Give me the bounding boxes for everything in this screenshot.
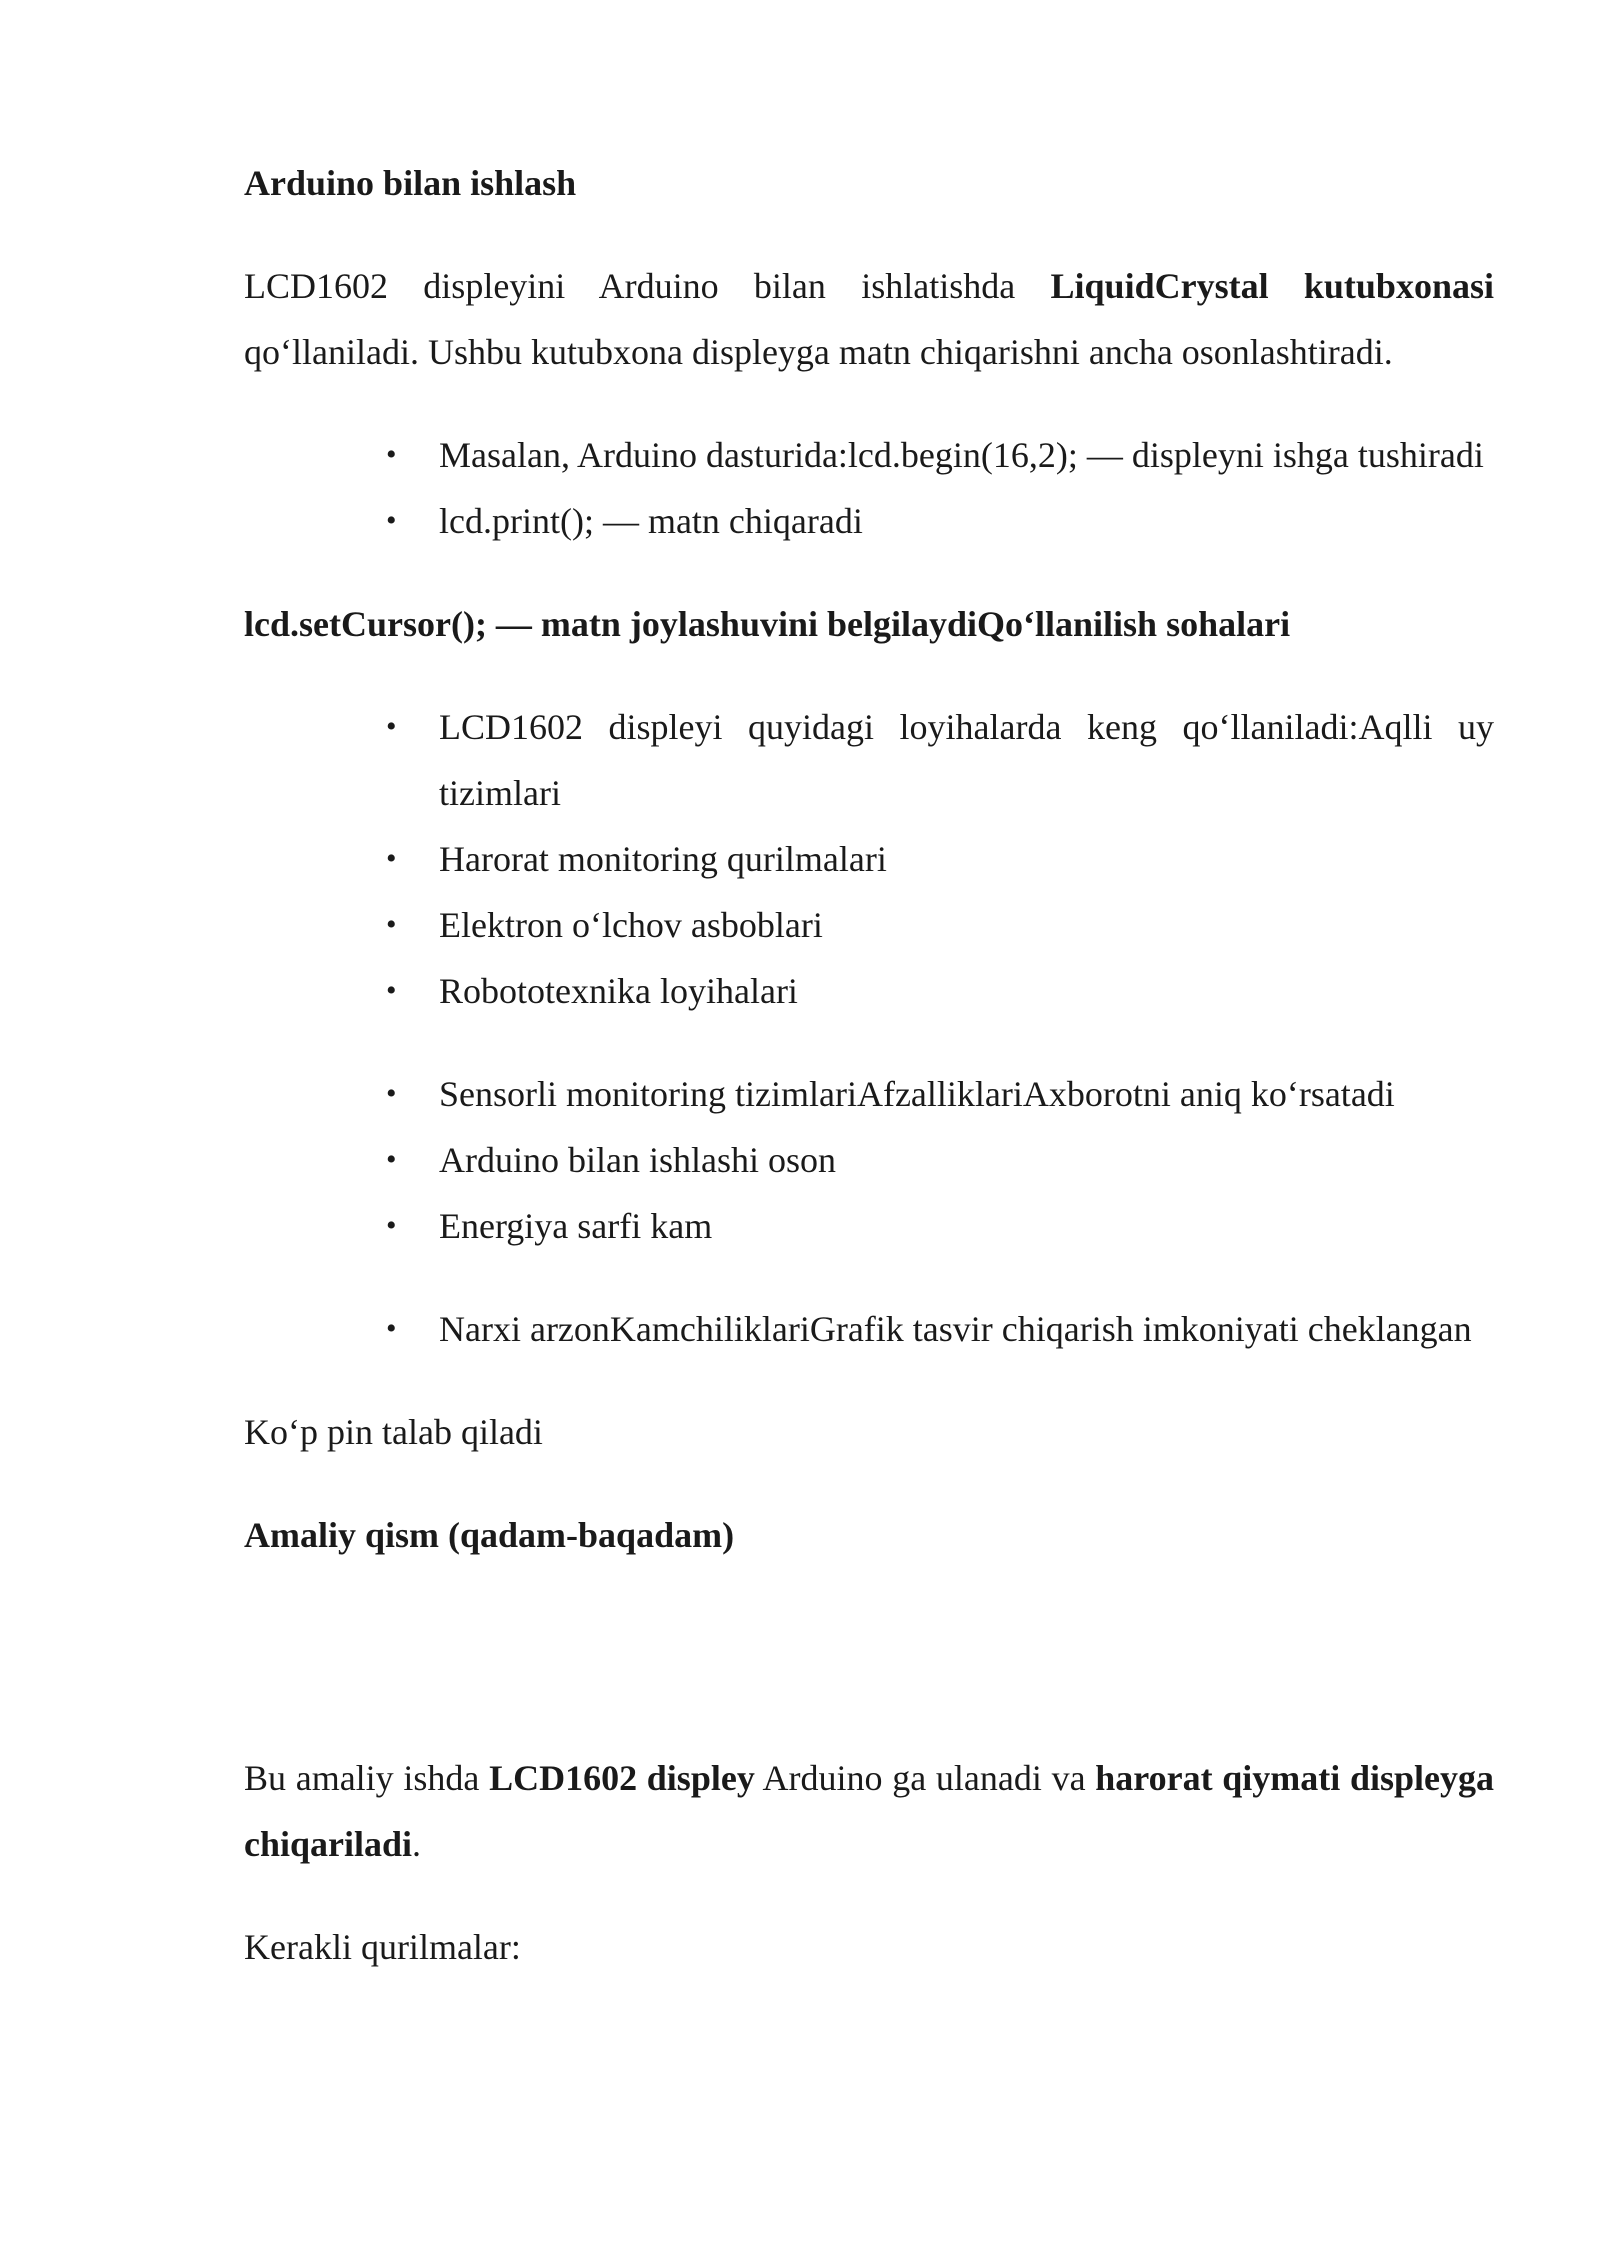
- bullet-icon: •: [386, 842, 397, 875]
- bullet-icon: •: [386, 1312, 397, 1345]
- paragraph-practical-intro: [244, 1745, 1494, 1877]
- list-item: [386, 1127, 1494, 1193]
- text-run: qo‘llaniladi. Ushbu kutubxona displeyga matn chiqarishni ancha osonlashtiradi.: [244, 332, 1393, 372]
- list-arduino-commands: [244, 422, 1494, 554]
- list-item-text: Energiya sarfi kam: [439, 1206, 713, 1246]
- list-item-text: Sensorli monitoring tizimlariAfzalliklariAxborotni aniq ko‘rsatadi: [439, 1074, 1395, 1114]
- list-item: [386, 958, 1494, 1024]
- bullet-icon: •: [386, 1209, 397, 1242]
- bold-run: LiquidCrystal kutubxonasi: [1050, 266, 1494, 306]
- blank-space: [244, 1568, 1494, 1708]
- list-item-text: Narxi arzonKamchiliklariGrafik tasvir chiqarish imkoniyati cheklangan: [439, 1309, 1472, 1349]
- text-run: LCD1602 displeyini Arduino bilan ishlatishda: [244, 266, 1051, 306]
- bullet-icon: •: [386, 438, 397, 471]
- list-item: [386, 892, 1494, 958]
- bullet-icon: •: [386, 710, 397, 743]
- list-item: [386, 826, 1494, 892]
- bold-run: harorat qiymati displeyga chiqariladi: [244, 1758, 1495, 1864]
- document-page: [244, 150, 1494, 1980]
- list-item: [386, 488, 1494, 554]
- list-item-text: Harorat monitoring qurilmalari: [439, 839, 887, 879]
- text-run: Bu amaliy ishda: [244, 1758, 490, 1798]
- list-item: [386, 1296, 1494, 1362]
- list-item-text: lcd.print(); — matn chiqaradi: [439, 501, 863, 541]
- list-item: [386, 1193, 1494, 1259]
- list-item: [386, 694, 1494, 826]
- section-title-setcursor: lcd.setCursor(); — matn joylashuvini belgilaydiQo‘llanilish sohalari: [244, 604, 1291, 644]
- paragraph-required-devices: Kerakli qurilmalar:: [244, 1927, 521, 1967]
- list-disadvantages: [244, 1296, 1494, 1362]
- bold-run: LCD1602 displey: [489, 1758, 755, 1798]
- bullet-icon: •: [386, 1143, 397, 1176]
- section-title-arduino: Arduino bilan ishlash: [244, 163, 577, 203]
- text-run: .: [412, 1824, 422, 1864]
- list-item: [386, 422, 1494, 488]
- list-item-text: Masalan, Arduino dasturida:lcd.begin(16,2); — displeyni ishga tushiradi: [439, 435, 1484, 475]
- list-item-text: Elektron o‘lchov asboblari: [439, 905, 823, 945]
- bullet-icon: •: [386, 908, 397, 941]
- bullet-icon: •: [386, 1077, 397, 1110]
- text-run: Arduino ga ulanadi va: [754, 1758, 1096, 1798]
- bullet-icon: •: [386, 974, 397, 1007]
- list-item-text: Arduino bilan ishlashi oson: [439, 1140, 836, 1180]
- list-item: [386, 1061, 1494, 1127]
- section-title-practical: Amaliy qism (qadam-baqadam): [244, 1515, 735, 1555]
- paragraph-liquidcrystal: [244, 253, 1494, 385]
- list-applications: [244, 694, 1494, 1024]
- list-advantages: [244, 1061, 1494, 1259]
- list-item-text: Robototexnika loyihalari: [439, 971, 798, 1011]
- paragraph-pins: Ko‘p pin talab qiladi: [244, 1412, 543, 1452]
- bullet-icon: •: [386, 504, 397, 537]
- list-item-text: LCD1602 displeyi quyidagi loyihalarda keng qo‘llaniladi:Aqlli uy tizimlari: [439, 707, 1494, 813]
